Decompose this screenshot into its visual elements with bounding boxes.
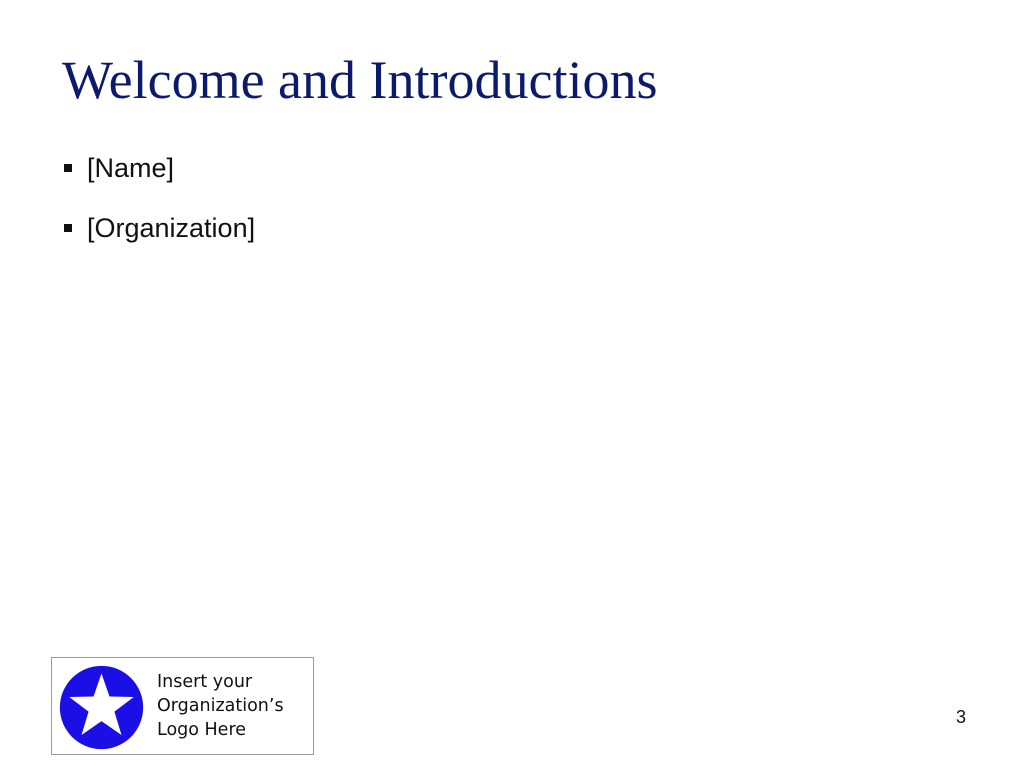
square-bullet-icon	[64, 224, 72, 232]
star-in-circle-icon	[59, 665, 144, 750]
bullet-item-organization	[64, 208, 255, 268]
logo-text-line: Logo Here	[157, 720, 247, 740]
bullet-text-name: [Name]	[87, 153, 175, 183]
bullet-item-name	[64, 148, 255, 208]
logo-placeholder	[51, 657, 314, 755]
bullet-text-organization: [Organization]	[87, 213, 256, 243]
logo-placeholder-text	[157, 670, 307, 742]
square-bullet-icon	[64, 164, 72, 172]
bullet-list	[64, 148, 255, 268]
logo-text-line: Organization’s	[157, 696, 284, 716]
slide-title: Welcome and Introductions	[62, 50, 658, 110]
logo-text-line: Insert your	[157, 672, 253, 692]
page-number: 3	[955, 707, 966, 727]
